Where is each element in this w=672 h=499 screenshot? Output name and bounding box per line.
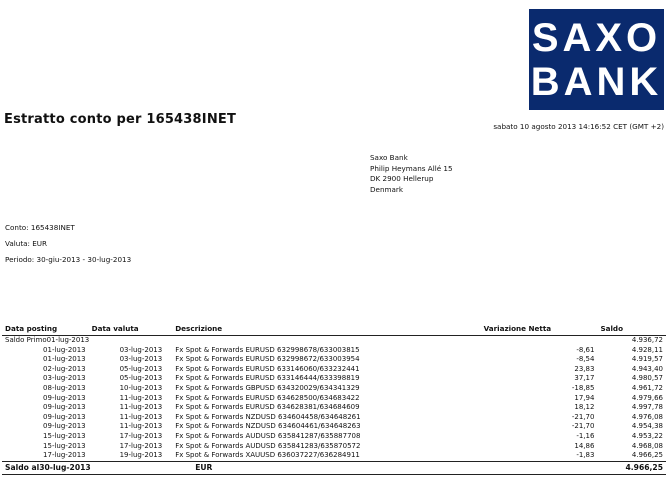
row-saldo: 4.968,08 xyxy=(631,441,663,450)
row-descrizione: Fx Spot & Forwards GBPUSD 634320029/634341329 xyxy=(175,383,360,392)
opening-balance-value: 4.936,72 xyxy=(631,336,663,344)
account-info xyxy=(5,220,131,268)
row-saldo: 4.961,72 xyxy=(631,383,663,392)
row-data-valuta: 19-lug-2013 xyxy=(119,451,163,460)
account-currency: Valuta: EUR xyxy=(5,239,48,248)
table-row xyxy=(2,346,666,356)
row-data-valuta: 11-lug-2013 xyxy=(119,422,163,431)
logo-line-saxo: SAXO xyxy=(531,15,662,60)
address-line-3: DK 2900 Hellerup xyxy=(370,174,434,183)
row-saldo: 4.976,08 xyxy=(631,412,663,421)
table-row xyxy=(2,365,666,375)
row-data-valuta: 05-lug-2013 xyxy=(119,364,163,373)
row-variazione-netta: -8,54 xyxy=(576,355,595,364)
address-line-1: Saxo Bank xyxy=(370,153,408,162)
table-row xyxy=(2,394,666,404)
row-variazione-netta: -1,16 xyxy=(576,431,595,440)
row-data-posting: 09-lug-2013 xyxy=(43,393,86,402)
row-data-valuta: 11-lug-2013 xyxy=(119,393,163,402)
row-saldo: 4.979,66 xyxy=(631,393,663,402)
header-data-posting: Data posting xyxy=(2,322,89,336)
table-row xyxy=(2,413,666,423)
row-data-valuta: 03-lug-2013 xyxy=(119,345,163,354)
row-data-valuta: 03-lug-2013 xyxy=(119,355,163,364)
row-descrizione: Fx Spot & Forwards EURUSD 633146060/633232441 xyxy=(175,364,360,373)
row-data-posting: 15-lug-2013 xyxy=(43,431,86,440)
row-data-posting: 01-lug-2013 xyxy=(43,355,86,364)
table-row xyxy=(2,384,666,394)
row-variazione-netta: -8,61 xyxy=(576,345,595,354)
row-variazione-netta: 17,94 xyxy=(574,393,595,402)
row-saldo: 4.997,78 xyxy=(631,403,663,412)
page-title: Estratto conto per 165438INET xyxy=(4,112,237,127)
row-data-posting: 09-lug-2013 xyxy=(43,422,86,431)
row-saldo: 4.943,40 xyxy=(631,364,663,373)
table-row xyxy=(2,403,666,413)
row-data-posting: 03-lug-2013 xyxy=(43,374,86,383)
row-variazione-netta: 14,86 xyxy=(574,441,595,450)
row-data-posting: 09-lug-2013 xyxy=(43,403,86,412)
row-descrizione: Fx Spot & Forwards NZDUSD 634604461/634648263 xyxy=(175,422,361,431)
table-row xyxy=(2,422,666,432)
row-data-posting: 08-lug-2013 xyxy=(43,383,86,392)
address-line-4: Denmark xyxy=(370,184,404,194)
row-saldo: 4.928,11 xyxy=(631,345,663,354)
row-variazione-netta: 18,12 xyxy=(574,403,595,412)
row-variazione-netta: 23,83 xyxy=(574,364,595,373)
header-data-valuta: Data valuta xyxy=(89,322,166,336)
table-row xyxy=(2,432,666,442)
row-descrizione: Fx Spot & Forwards XAUUSD 636037227/636284911 xyxy=(175,451,360,460)
row-data-valuta: 11-lug-2013 xyxy=(119,412,163,421)
saxo-bank-logo xyxy=(529,9,664,110)
row-saldo: 4.980,57 xyxy=(631,374,663,383)
row-saldo: 4.953,22 xyxy=(631,431,663,440)
row-descrizione: Fx Spot & Forwards AUDUSD 635841287/635887708 xyxy=(175,431,361,440)
row-descrizione: Fx Spot & Forwards AUDUSD 635841283/635870572 xyxy=(175,441,361,450)
row-descrizione: Fx Spot & Forwards EURUSD 634628500/634683422 xyxy=(175,393,360,402)
row-saldo: 4.966,25 xyxy=(631,451,663,460)
opening-balance-label: Saldo Primo01-lug-2013 xyxy=(5,336,90,344)
header-descrizione: Descrizione xyxy=(165,322,480,336)
row-descrizione: Fx Spot & Forwards EURUSD 632998672/633003954 xyxy=(175,355,360,364)
row-variazione-netta: -18,85 xyxy=(571,383,595,392)
account-period: Periodo: 30-giu-2013 - 30-lug-2013 xyxy=(5,255,132,264)
table-row xyxy=(2,355,666,365)
report-timestamp: sabato 10 agosto 2013 14:16:52 CET (GMT +2) xyxy=(493,122,664,131)
row-descrizione: Fx Spot & Forwards EURUSD 634628381/634684609 xyxy=(175,403,360,412)
row-data-valuta: 10-lug-2013 xyxy=(119,383,163,392)
row-data-valuta: 17-lug-2013 xyxy=(119,431,163,440)
account-number: Conto: 165438INET xyxy=(5,223,75,232)
table-row xyxy=(2,442,666,452)
header-saldo: Saldo xyxy=(597,322,666,336)
header-variazione-netta: Variazione Netta xyxy=(481,322,598,336)
row-descrizione: Fx Spot & Forwards NZDUSD 634604458/634648261 xyxy=(175,412,361,421)
row-data-posting: 09-lug-2013 xyxy=(43,412,86,421)
bank-address xyxy=(370,153,453,195)
row-variazione-netta: -21,70 xyxy=(571,412,595,421)
closing-balance-label: Saldo al30-lug-2013 xyxy=(2,461,165,474)
opening-balance-row xyxy=(2,336,666,346)
row-data-valuta: 11-lug-2013 xyxy=(119,403,163,412)
row-data-valuta: 05-lug-2013 xyxy=(119,374,163,383)
table-row xyxy=(2,374,666,384)
table-header-row xyxy=(2,322,666,336)
row-saldo: 4.919,57 xyxy=(631,355,663,364)
row-data-posting: 17-lug-2013 xyxy=(43,451,86,460)
closing-balance-value: 4.966,25 xyxy=(597,461,666,474)
row-variazione-netta: -21,70 xyxy=(571,422,595,431)
logo-line-bank: BANK xyxy=(530,59,663,104)
row-variazione-netta: -1,83 xyxy=(576,451,595,460)
address-line-2: Philip Heymans Allé 15 xyxy=(370,163,453,173)
row-data-posting: 02-lug-2013 xyxy=(43,364,86,373)
row-descrizione: Fx Spot & Forwards EURUSD 633146444/633398819 xyxy=(175,374,360,383)
row-data-valuta: 17-lug-2013 xyxy=(119,441,163,450)
table-row xyxy=(2,451,666,461)
row-saldo: 4.954,38 xyxy=(631,422,663,431)
closing-balance-currency: EUR xyxy=(165,461,480,474)
row-descrizione: Fx Spot & Forwards EURUSD 632998678/633003815 xyxy=(175,345,360,354)
row-variazione-netta: 37,17 xyxy=(574,374,595,383)
row-data-posting: 01-lug-2013 xyxy=(43,345,86,354)
closing-balance-row xyxy=(2,461,666,474)
row-data-posting: 15-lug-2013 xyxy=(43,441,86,450)
transactions-table xyxy=(2,322,666,475)
